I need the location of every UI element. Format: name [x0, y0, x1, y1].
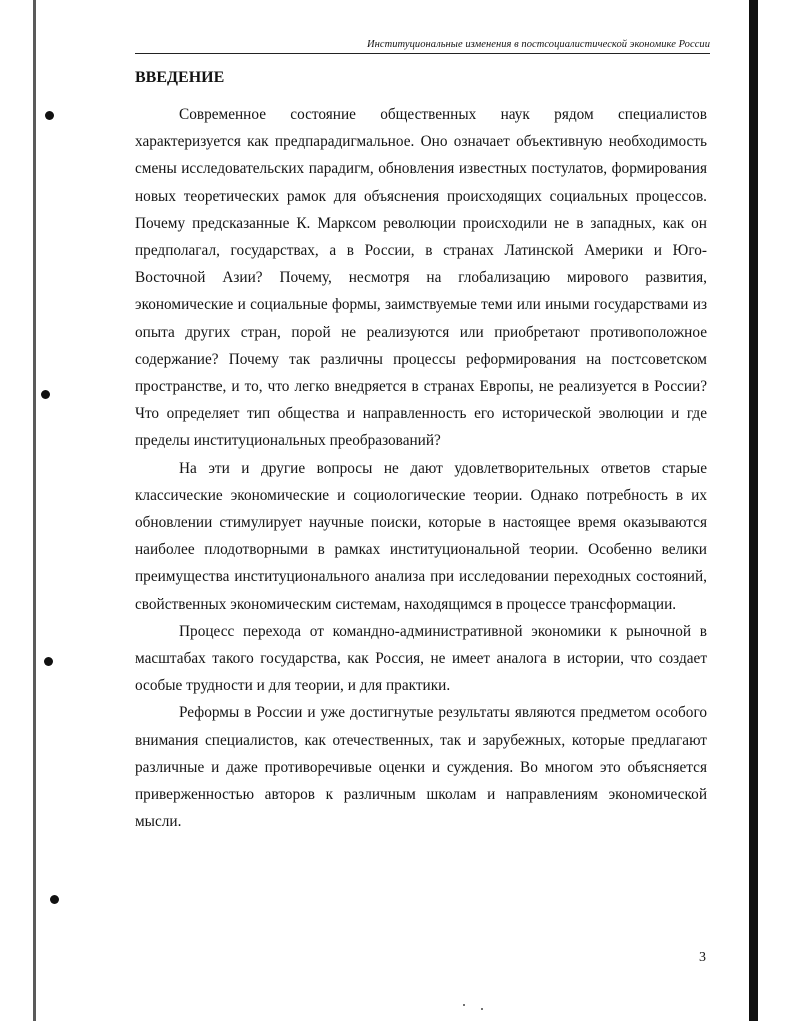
running-header: Институциональные изменения в постсоциалистической экономике России	[135, 36, 710, 54]
body-text	[135, 101, 707, 835]
scan-speck	[463, 1004, 465, 1006]
scan-speck	[481, 1008, 483, 1010]
page-number: 3	[699, 950, 706, 965]
scan-right-edge	[749, 0, 758, 1021]
paragraph: Современное состояние общественных наук рядом специалистов характеризуется как предпарадигмальное. Оно означает объективную необходимость смены исследовательских парадигм, обновления известных постулатов, формирования новых теоретических рамок для объяснения происходящих социальных процессов. Почему предсказанные К. Марксом революции происходили не в западных, как он предполагал, государствах, а в России, в странах Латинской Америки и Юго-Восточной Азии? Почему, несмотря на глобализацию мирового развития, экономические и социальные формы, заимствуемые теми или иными государствами из опыта других стран, порой не реализуются или приобретают противоположное содержание? Почему так различны процессы реформирования на постсоветском пространстве, и то, что легко внедряется в странах Европы, не реализуется в России? Что определяет тип общества и направленность его исторической эволюции и где пределы институциональных преобразований?	[135, 106, 707, 450]
paragraph: Процесс перехода от командно-административной экономики к рыночной в масштабах такого государства, как Россия, не имеет аналога в истории, что создает особые трудности и для теории, и для практики.	[135, 622, 707, 695]
section-title: ВВЕДЕНИЕ	[135, 69, 225, 86]
punch-hole-mark	[44, 657, 53, 666]
punch-hole-mark	[45, 111, 54, 120]
punch-hole-mark	[41, 390, 50, 399]
paragraph: На эти и другие вопросы не дают удовлетворительных ответов старые классические экономические и социологические теории. Однако потребность в их обновлении стимулирует научные поиски, которые в настоящее время оказываются наиболее плодотворными в рамках институциональной теории. Особенно велики преимущества институционального анализа при исследовании переходных состояний, свойственных экономическим системам, находящимся в процессе трансформации.	[135, 459, 707, 613]
paragraph: Реформы в России и уже достигнутые результаты являются предметом особого внимания специалистов, как отечественных, так и зарубежных, которые предлагают различные и даже противоречивые оценки и суждения. Во многом это объясняется приверженностью авторов к различным школам и направлениям экономической мысли.	[135, 704, 707, 831]
scan-left-edge	[33, 0, 36, 1021]
punch-hole-mark	[50, 895, 59, 904]
